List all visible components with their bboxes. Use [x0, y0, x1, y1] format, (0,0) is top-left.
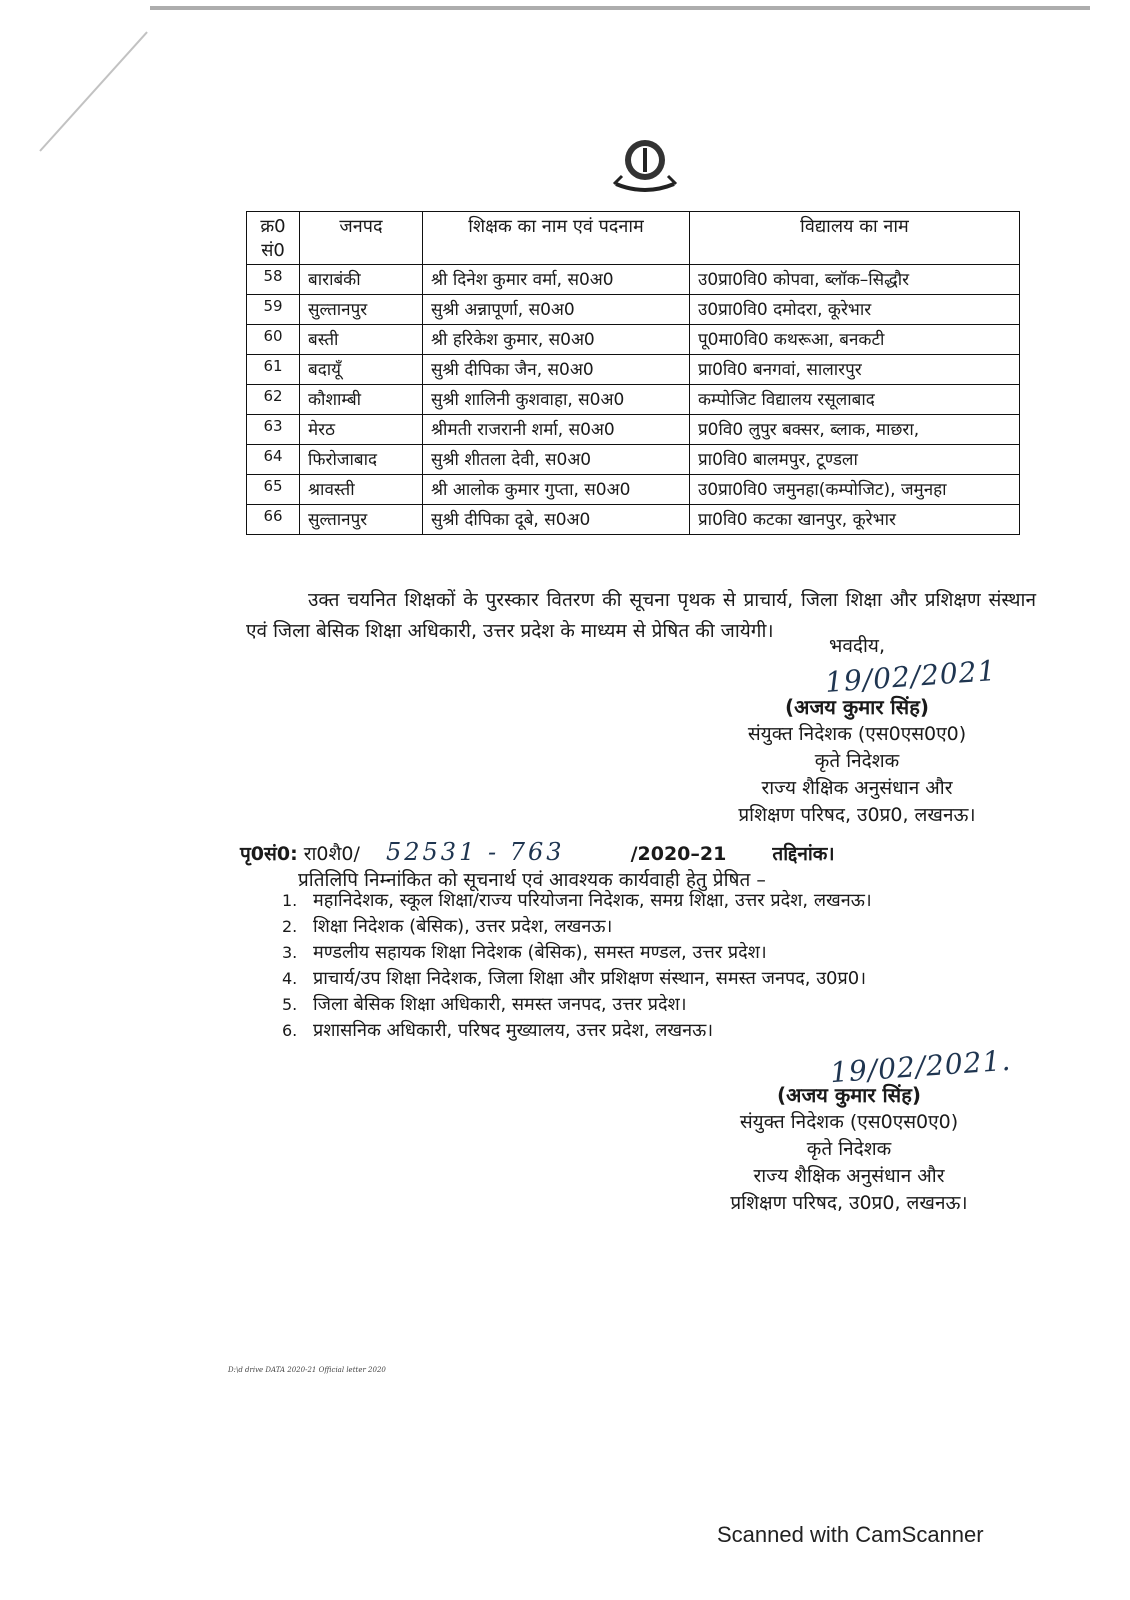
- cell-school: उ0प्रा0वि0 दमोदरा, कूरेभार: [690, 295, 1020, 325]
- list-item-number: 2.: [282, 917, 298, 936]
- cell-teacher: सुश्री अन्नापूर्णा, स0अ0: [423, 295, 690, 325]
- list-item: [282, 1018, 1042, 1044]
- cell-district: सुल्तानपुर: [300, 505, 423, 535]
- cell-district: कौशाम्बी: [300, 385, 423, 415]
- list-item-number: 3.: [282, 943, 298, 962]
- cell-district: सुल्तानपुर: [300, 295, 423, 325]
- scan-page-edge: [150, 6, 1090, 10]
- signatory-org-line2: प्रशिक्षण परिषद, उ0प्र0, लखनऊ।: [738, 804, 976, 826]
- header-district: जनपद: [300, 212, 423, 265]
- handwritten-signature-date-2: 19/02/2021.: [829, 1043, 1013, 1090]
- cell-school: प्र0वि0 लुपुर बक्सर, ब्लाक, माछरा,: [690, 415, 1020, 445]
- cell-teacher: सुश्री दीपिका जैन, स0अ0: [423, 355, 690, 385]
- cell-teacher: सुश्री शालिनी कुशवाहा, स0अ0: [423, 385, 690, 415]
- header-teacher: शिक्षक का नाम एवं पदनाम: [423, 212, 690, 265]
- cell-serial: 64: [247, 445, 300, 475]
- signatory-on-behalf: कृते निदेशक: [814, 750, 900, 772]
- list-item-number: 1.: [282, 891, 298, 910]
- table-row: [247, 355, 1020, 385]
- signature-block-2: [714, 1082, 984, 1217]
- copy-recipient-list: [282, 888, 1042, 1044]
- cell-school: पू0मा0वि0 कथरूआ, बनकटी: [690, 325, 1020, 355]
- signatory-org-line1: राज्य शैक्षिक अनुसंधान और: [753, 1165, 945, 1187]
- scanner-watermark: Scanned with CamScanner: [717, 1522, 984, 1547]
- table-row: [247, 295, 1020, 325]
- cell-serial: 61: [247, 355, 300, 385]
- emblem-icon: [610, 132, 680, 194]
- signatory-org-line1: राज्य शैक्षिक अनुसंधान और: [761, 777, 953, 799]
- cell-serial: 63: [247, 415, 300, 445]
- signature-block-1: [722, 633, 992, 829]
- office-code: रा0शै0/: [303, 843, 360, 865]
- cell-district: मेरठ: [300, 415, 423, 445]
- copy-intro: प्रतिलिपि निम्नांकित को सूचनार्थ एवं आवश्यक कार्यवाही हेतु प्रेषित –: [298, 869, 766, 891]
- list-item: [282, 914, 1042, 940]
- list-item-text: मण्डलीय सहायक शिक्षा निदेशक (बेसिक), समस्त मण्डल, उत्तर प्रदेश।: [313, 942, 767, 963]
- cell-school: उ0प्रा0वि0 कोपवा, ब्लॉक–सिद्धौर: [690, 265, 1020, 295]
- table-row: [247, 445, 1020, 475]
- cell-school: उ0प्रा0वि0 जमुनहा(कम्पोजिट), जमुनहा: [690, 475, 1020, 505]
- reference-line: [240, 838, 1000, 866]
- cell-district: बदायूँ: [300, 355, 423, 385]
- cell-serial: 62: [247, 385, 300, 415]
- list-item: [282, 888, 1042, 914]
- scan-fold-line: [39, 31, 148, 151]
- cell-teacher: श्री आलोक कुमार गुप्ता, स0अ0: [423, 475, 690, 505]
- cell-school: प्रा0वि0 कटका खानपुर, कूरेभार: [690, 505, 1020, 535]
- table-row: [247, 475, 1020, 505]
- header-serial: क्र0 सं0: [247, 212, 300, 265]
- list-item-number: 5.: [282, 995, 298, 1014]
- signatory-designation: संयुक्त निदेशक (एस0एस0ए0): [747, 723, 967, 745]
- signatory-name: (अजय कुमार सिंह): [785, 695, 929, 719]
- cell-school: प्रा0वि0 बनगवां, सालारपुर: [690, 355, 1020, 385]
- list-item: [282, 940, 1042, 966]
- cell-district: श्रावस्ती: [300, 475, 423, 505]
- cell-teacher: सुश्री दीपिका दूबे, स0अ0: [423, 505, 690, 535]
- list-item: [282, 992, 1042, 1018]
- reference-prefix: पृ0सं0:: [240, 843, 298, 865]
- list-item-text: महानिदेशक, स्कूल शिक्षा/राज्य परियोजना निदेशक, समग्र शिक्षा, उत्तर प्रदेश, लखनऊ।: [313, 890, 872, 911]
- notice-text: उक्त चयनित शिक्षकों के पुरस्कार वितरण की सूचना पृथक से प्राचार्य, जिला शिक्षा और प्रशिक्षण संस्थान एवं जिला बेसिक शिक्षा अधिकारी, उत्तर प्रदेश के माध्यम से प्रेषित की जायेगी।: [246, 589, 1036, 642]
- signatory-org-line2: प्रशिक्षण परिषद, उ0प्र0, लखनऊ।: [730, 1192, 968, 1214]
- cell-district: बस्ती: [300, 325, 423, 355]
- list-item: [282, 966, 1042, 992]
- teacher-award-table: [246, 211, 1020, 535]
- list-item-text: शिक्षा निदेशक (बेसिक), उत्तर प्रदेश, लखनऊ।: [313, 916, 613, 937]
- reference-session: /2020–21: [630, 843, 727, 865]
- list-item-number: 4.: [282, 969, 298, 988]
- cell-teacher: श्रीमती राजरानी शर्मा, स0अ0: [423, 415, 690, 445]
- cell-school: प्रा0वि0 बालमपुर, टूण्डला: [690, 445, 1020, 475]
- table-header-row: [247, 212, 1020, 265]
- list-item-number: 6.: [282, 1021, 298, 1040]
- handwritten-reference-number: 52531 - 763: [385, 838, 565, 866]
- header-school: विद्यालय का नाम: [690, 212, 1020, 265]
- table-row: [247, 385, 1020, 415]
- cell-teacher: श्री हरिकेश कुमार, स0अ0: [423, 325, 690, 355]
- cell-serial: 65: [247, 475, 300, 505]
- list-item-text: प्राचार्य/उप शिक्षा निदेशक, जिला शिक्षा और प्रशिक्षण संस्थान, समस्त जनपद, उ0प्र0।: [313, 968, 867, 989]
- file-path-footer: D:\d drive DATA 2020-21 Official letter 2020: [228, 1366, 386, 1374]
- signatory-designation: संयुक्त निदेशक (एस0एस0ए0): [739, 1111, 959, 1133]
- handwritten-signature-date: 19/02/2021: [824, 654, 998, 699]
- table-row: [247, 505, 1020, 535]
- cell-serial: 59: [247, 295, 300, 325]
- cell-teacher: श्री दिनेश कुमार वर्मा, स0अ0: [423, 265, 690, 295]
- table-row: [247, 325, 1020, 355]
- signatory-on-behalf: कृते निदेशक: [806, 1138, 892, 1160]
- list-item-text: प्रशासनिक अधिकारी, परिषद मुख्यालय, उत्तर प्रदेश, लखनऊ।: [313, 1020, 714, 1041]
- cell-teacher: सुश्री शीतला देवी, स0अ0: [423, 445, 690, 475]
- reference-date: तद्दिनांक।: [772, 843, 835, 865]
- cell-serial: 60: [247, 325, 300, 355]
- table-row: [247, 265, 1020, 295]
- closing-salutation: भवदीय,: [829, 635, 885, 657]
- cell-district: फिरोजाबाद: [300, 445, 423, 475]
- cell-school: कम्पोजिट विद्यालय रसूलाबाद: [690, 385, 1020, 415]
- table-row: [247, 415, 1020, 445]
- cell-serial: 58: [247, 265, 300, 295]
- cell-serial: 66: [247, 505, 300, 535]
- cell-district: बाराबंकी: [300, 265, 423, 295]
- list-item-text: जिला बेसिक शिक्षा अधिकारी, समस्त जनपद, उत्तर प्रदेश।: [313, 994, 687, 1015]
- signatory-name: (अजय कुमार सिंह): [777, 1083, 921, 1107]
